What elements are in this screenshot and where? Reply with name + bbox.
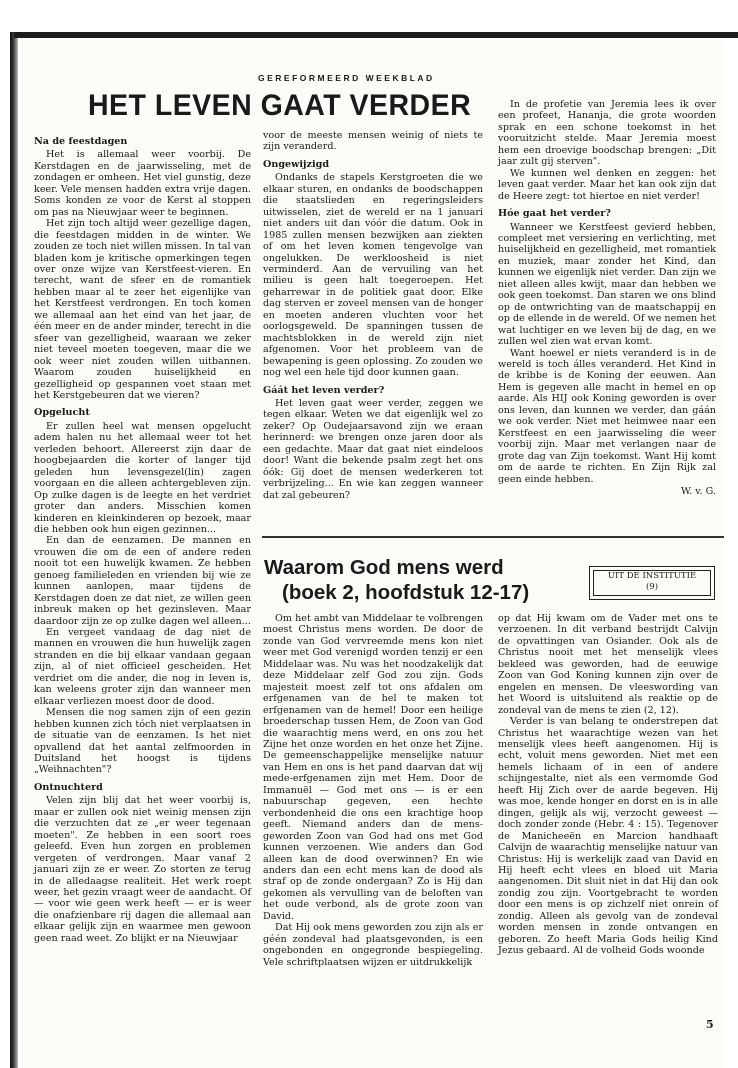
page-title: HET LEVEN GAAT VERDER <box>88 89 472 122</box>
paragraph: Verder is van belang te onderstrepen dat Christus het waarachtige wezen van het menselijk vlees heeft aangenomen. Hij is echt, voluit mens geworden. Niet met een hemels lichaam of in een of andere schijngestalte, niet als een vermomde God heeft Hij Zich over de aarde begeven. Hij was moe, kende honger en dorst en is in alle dingen, gelijk als wij, verzocht geweest — doch zonder zonde (Hebr. 4 : 15). Tegenover de Manicheeën en Marcion handhaaft Calvijn de waarachtig menselijke natuur van Christus: Hij is werkelijk zaad van David en Hij heeft echt vlees en bloed uit Maria aangenomen. Dit sluit niet in dat Hij dan ook zondig zou zijn. Voortgebracht te worden door een mens is op zichzelf niet onrein of zondig. Alleen als gevolg van de zondeval worden mensen in zonde ontvangen en geboren. Zo heeft Maria Gods heilig Kind Jezus gebaard. Al de volheid Gods woonde <box>498 716 718 957</box>
article-title-line1: Waarom God mens werd <box>264 556 504 579</box>
section-heading: Na de feestdagen <box>34 136 128 147</box>
series-box-frame <box>593 570 711 596</box>
section-heading: Opgelucht <box>34 407 90 419</box>
section-heading: Gáát het leven verder? <box>263 384 385 396</box>
masthead: GEREFORMEERD WEEKBLAD <box>258 73 435 83</box>
paragraph: Velen zijn blij dat het weer voorbij is, maar er zullen ook niet weinig mensen zijn die verzuchten dat ze „er weer tegenaan moeten". Ze hebben in een soort roes geleefd. Even hun zorgen en problemen vergeten of verdrongen. Maar vanaf 2 januari zijn ze er weer. Zo storten ze terug in de alledaagse realiteit. Het werk roept weer, het gezin vraagt weer de aandacht. Of — voor wie geen werk heeft — er is weer die onafzienbare rij dagen die allemaal aan elkaar gelijk zijn en waarmee men gewoon geen raad weet. Zo blijkt er na Nieuwjaar <box>34 795 251 944</box>
scan-edge-top <box>14 32 738 38</box>
paragraph: Het is allemaal weer voorbij. De Kerstdagen en de jaarwisseling, met de zondagen er omheen. Het viel gunstig, deze keer. Vele mensen hadden extra vrije dagen. Soms konden ze voor de Kerst al stoppen om pas na Nieuwjaar weer te beginnen. <box>34 149 251 218</box>
column-2 <box>263 130 483 501</box>
paragraph: We kunnen wel denken en zeggen: het leven gaat verder. Maar het kan ook zijn dat de Heere zegt: tot hiertoe en niet verder! <box>498 167 716 202</box>
series-box <box>589 566 715 600</box>
series-number: (9) <box>645 582 659 592</box>
column-1 <box>34 130 251 944</box>
paragraph: Om het ambt van Middelaar te volbrengen moest Christus mens worden. De door de zonde van God vervreemde mens kon niet weer met God verenigd worden tenzij er een Middelaar was. Nu was het noodzakelijk dat deze Middelaar zelf God zou zijn. Gods majesteit moest zelf tot ons afdalen om erfgenamen van de hel te maken tot erfgenamen van de hemel! Door een heilige broederschap tussen Hem, de Zoon van God die waarachtig mens werd, en ons zou het Zijne het onze worden en het onze het Zijne. De gemeenschappelijke menselijke natuur van Hem en ons is het pand daarvan dat wij mede-erfgenamen zijn met Hem. Door de Immanuël — God met ons — is er een nabuurschap gegeven, een hechte verbondenheid die ons een krachtige hoop geeft. Niemand anders dan de mens-geworden Zoon van God had ons met God kunnen verzoenen. Wie anders dan God alleen kan de dood overwinnen? En wie anders dan een echt mens kan de dood als straf op de zonde ondergaan? Zo is Hij dan gekomen als vervulling van de beloften van het oude verbond, als de grote zoon van David. <box>263 613 483 922</box>
paragraph: En dan de eenzamen. De mannen en vrouwen die om de een of andere reden nooit tot een huwelijk kwamen. Ze hebben genoeg familieleden en vrienden bij wie ze kunnen aanlopen, maar tijdens de Kerstdagen doen ze dat niet, ze willen geen inbreuk maken op het gezinsleven. Maar daardoor zijn ze op zulke dagen wel alleen... <box>34 535 251 627</box>
paragraph: Ondanks de stapels Kerstgroeten die we elkaar sturen, en ondanks de boodschappen die staatslieden en regeringsleiders uitwisselen, ziet de wereld er na 1 januari niet anders uit dan vóór die datum. Ook in 1985 zullen mensen bezwijken aan ziekten of om het leven komen tengevolge van ongelukken. De werkloosheid is niet verminderd. Aan de vervuiling van het milieu is geen halt toegeroepen. Het geharrewar in de politiek gaat door. Elke dag sterven er zoveel mensen van de honger en moeten anderen vluchten voor het oorlogsgeweld. De spanningen tussen de machtsblokken in de wereld zijn niet afgenomen. Voor het probleem van de bewapening is geen oplossing. Zo zouden we nog wel een hele tijd door kunnen gaan. <box>263 172 483 379</box>
signature: W. v. G. <box>680 485 716 497</box>
page-number: 5 <box>706 1018 714 1031</box>
article-title-line2: (boek 2, hoofdstuk 12-17) <box>282 581 530 604</box>
scan-edge-left <box>10 32 18 1068</box>
paragraph: In de profetie van Jeremia lees ik over een profeet, Hananja, die grote woorden sprak en een schone toekomst in het vooruitzicht stelde. Maar Jeremia moest hem een droevige boodschap brengen: „Dit jaar zult gij sterven". <box>498 99 716 168</box>
column-5 <box>498 613 718 957</box>
paragraph: En vergeet vandaag de dag niet de mannen en vrouwen die hun huwelijk zagen stranden en die bij elkaar vandaan gegaan zijn, al of niet officieel gescheiden. Het verdriet om die ander, die nog in leven is, kan weleens groter zijn dan wanneer men elkaar verliezen moest door de dood. <box>34 627 251 707</box>
paragraph: Mensen die nog samen zijn of een gezin hebben kunnen zich tóch niet verplaatsen in de situatie van de eenzamen. Is het niet opvallend dat het aantal zelfmoorden in Duitsland het hoogst is tijdens „Weihnachten"? <box>34 707 251 776</box>
paragraph: Het leven gaat weer verder, zeggen we tegen elkaar. Weten we dat eigenlijk wel zo zeker? Op Oudejaarsavond zijn we eraan herinnerd: we brengen onze jaren door als een gedachte. Maar dat gaat niet eindeloos door! Want die bekende psalm zegt het ons óók: Gij doet de mensen wederkeren tot verbrijzeling... En wie kan zeggen wanneer dat zal gebeuren? <box>263 397 483 501</box>
section-heading: Ongewijzigd <box>263 158 330 170</box>
paragraph: Dat Hij ook mens geworden zou zijn als er géén zondeval had plaatsgevonden, is een ongebonden en ongegronde bespiegeling. Vele schriftplaatsen wijzen er uitdrukkelijk <box>263 922 483 968</box>
paragraph: Want hoewel er niets veranderd is in de wereld is toch álles veranderd. Het Kind in de kribbe is de Koning der eeuwen. Aan Hem is gegeven alle macht in hemel en op aarde. Als HIJ ook Koning geworden is over ons leven, dan kunnen we verder, dan gáán we ook verder. Niet met heimwee naar een Kerstfeest en een jaarwisseling die weer voorbij zijn. Maar met verlangen naar de grote dag van Zijn toekomst. Want Hij komt om de aarde te richten. En Zijn Rijk zal geen einde hebben. <box>498 347 716 485</box>
paragraph: op dat Hij kwam om de Vader met ons te verzoenen. In dit verband bestrijdt Calvijn de opvattingen van Osiander. Ook als de Christus nooit met het menselijk vlees bekleed was geworden, had de eeuwige Zoon van God Koning kunnen zijn over de engelen en mensen. De vleeswording van het Woord is uitsluitend als reaktie op de zondeval van de mens te zien (2, 12). <box>498 613 718 716</box>
paragraph: Het zijn toch altijd weer gezellige dagen, die feestdagen midden in de winter. We zouden ze toch niet willen missen. In tal van bladen kom je kritische opmerkingen tegen over onze wijze van Kerstfeest-vieren. En terecht, want de sfeer en de romantiek hebben maar al te zeer het eigenlijke van het Kerstfeest verdrongen. En toch komen we allemaal aan het eind van het jaar, de één meer en de ander minder, terecht in die sfeer van gezelligheid, waaraan we zeker niet teveel moeten toegeven, maar die we ook weer niet zouden willen uitbannen. Waarom zouden huiselijkheid en gezelligheid op gespannen voet staan met het Kerstgebeuren dat we vieren? <box>34 218 251 401</box>
column-4 <box>263 613 483 968</box>
paragraph: Er zullen heel wat mensen opgelucht adem halen nu het allemaal weer tot het verleden behoort. Allereerst zijn daar de hoogbejaarden die korter of langer tijd geleden hun levensgezel(lin) zagen voorgaan en die alleen achtergebleven zijn. Op zulke dagen is de leegte en het verdriet groter dan anders. Misschien komen kinderen en kleinkinderen op bezoek, maar die hebben ook hun eigen gezinnen... <box>34 420 251 535</box>
paragraph: voor de meeste mensen weinig of niets te zijn veranderd. <box>263 130 483 153</box>
column-3 <box>498 99 716 497</box>
section-heading: Hóe gaat het verder? <box>498 208 611 220</box>
series-label: UIT DE INSTITUTIE <box>607 571 697 581</box>
divider-rule <box>262 536 724 538</box>
paragraph: Wanneer we Kerstfeest gevierd hebben, compleet met versiering en verlichting, met huiselijkheid en gezelligheid, met romantiek en muziek, maar zonder het Kind, dan kunnen we eigenlijk niet verder. Dan zijn we niet alleen alles kwijt, maar dan hebben we ook geen toekomst. Dan staren we ons blind op de ontwrichting van de maatschappij en op de ellende in de wereld. Of we nemen het wat luchtiger en we leven bij de dag, en we zullen wel zien wat ervan komt. <box>498 221 716 348</box>
section-heading: Ontnuchterd <box>34 781 103 793</box>
article-title <box>264 555 529 605</box>
